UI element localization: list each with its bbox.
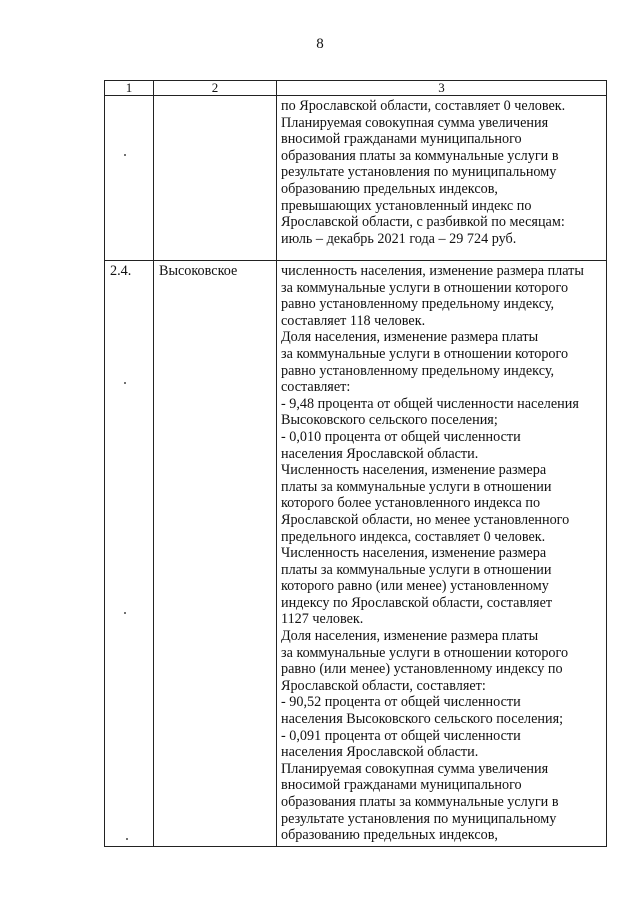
page-number: 8 bbox=[316, 36, 324, 52]
text-line: которого равно (или менее) установленному bbox=[281, 578, 549, 595]
text-line: Доля населения, изменение размера платы bbox=[281, 628, 539, 645]
text-line: за коммунальные услуги в отношении которого bbox=[281, 644, 569, 661]
text-line: вносимой гражданами муниципального bbox=[281, 777, 522, 794]
text-line: 1127 человек. bbox=[281, 611, 364, 628]
text-line: предельного индекса, составляет 0 человек. bbox=[281, 528, 546, 545]
header-cell-col3: 3 bbox=[277, 81, 607, 96]
scan-speck bbox=[124, 382, 126, 384]
text-line: Высоковского сельского поселения; bbox=[281, 412, 498, 429]
table-row bbox=[105, 261, 607, 847]
text-line: результате установления по муниципальному bbox=[281, 810, 557, 827]
row-name bbox=[154, 96, 276, 98]
text-line: составляет 118 человек. bbox=[281, 312, 426, 329]
text-line: образования платы за коммунальные услуги в bbox=[281, 794, 559, 810]
text-line: образованию предельных индексов, bbox=[281, 827, 498, 844]
table-row bbox=[105, 96, 607, 261]
text-line: Планируемая совокупная сумма увеличения bbox=[281, 114, 549, 131]
text-line: июль – декабрь 2021 года – 29 724 руб. bbox=[281, 230, 517, 247]
text-line: по Ярославской области, составляет 0 человек. bbox=[281, 98, 566, 114]
scan-speck bbox=[124, 612, 126, 614]
text-line: индексу по Ярославской области, составляет bbox=[281, 594, 553, 611]
text-line: - 9,48 процента от общей численности населения bbox=[281, 395, 579, 412]
row-number bbox=[105, 96, 153, 98]
row-description-cell bbox=[277, 96, 607, 261]
row-name-cell bbox=[154, 261, 277, 847]
text-line: равно установленному предельному индексу, bbox=[281, 296, 555, 313]
row-number: 2.4. bbox=[110, 263, 132, 279]
text-line: равно (или менее) установленному индексу по bbox=[281, 661, 563, 678]
row-number-cell bbox=[105, 96, 154, 261]
text-line: платы за коммунальные услуги в отношении bbox=[281, 478, 552, 495]
text-line: результате установления по муниципальному bbox=[281, 164, 557, 181]
text-line: за коммунальные услуги в отношении которого bbox=[281, 345, 569, 362]
scan-speck bbox=[126, 838, 128, 840]
text-line: образованию предельных индексов, bbox=[281, 180, 498, 197]
text-line: Численность населения, изменение размера bbox=[281, 462, 547, 479]
text-line: которого более установленного индекса по bbox=[281, 495, 541, 512]
text-line: образования платы за коммунальные услуги в bbox=[281, 147, 559, 164]
row-number-cell bbox=[105, 261, 154, 847]
text-line: Ярославской области, но менее установленного bbox=[281, 511, 570, 528]
header-cell-col2: 2 bbox=[154, 81, 277, 96]
row-name-cell bbox=[154, 96, 277, 261]
text-line: населения Ярославской области. bbox=[281, 445, 479, 462]
header-cell-col1: 1 bbox=[105, 81, 154, 96]
text-line: составляет: bbox=[281, 379, 351, 396]
row-description bbox=[277, 261, 606, 844]
text-line: - 0,010 процента от общей численности bbox=[281, 428, 521, 445]
text-line: численность населения, изменение размера платы bbox=[281, 263, 584, 279]
text-line: - 0,091 процента от общей численности bbox=[281, 727, 521, 744]
text-line: населения Ярославской области. bbox=[281, 744, 479, 761]
text-line: населения Высоковского сельского поселения; bbox=[281, 711, 564, 728]
row-description bbox=[277, 96, 606, 247]
text-line: Доля населения, изменение размера платы bbox=[281, 329, 539, 346]
row-name: Высоковское bbox=[159, 263, 238, 279]
text-line: Численность населения, изменение размера bbox=[281, 545, 547, 562]
text-line: вносимой гражданами муниципального bbox=[281, 131, 522, 148]
text-line: Планируемая совокупная сумма увеличения bbox=[281, 760, 549, 777]
text-line: превышающих установленный индекс по bbox=[281, 197, 532, 214]
text-line: - 90,52 процента от общей численности bbox=[281, 694, 521, 711]
data-table bbox=[104, 80, 607, 847]
row-description-cell bbox=[277, 261, 607, 847]
table-header-row bbox=[105, 81, 607, 96]
text-line: равно установленному предельному индексу, bbox=[281, 362, 555, 379]
scan-speck bbox=[124, 154, 126, 156]
text-line: Ярославской области, составляет: bbox=[281, 677, 486, 694]
text-line: за коммунальные услуги в отношении которого bbox=[281, 279, 569, 296]
text-line: Ярославской области, с разбивкой по месяцам: bbox=[281, 214, 565, 231]
text-line: платы за коммунальные услуги в отношении bbox=[281, 561, 552, 578]
